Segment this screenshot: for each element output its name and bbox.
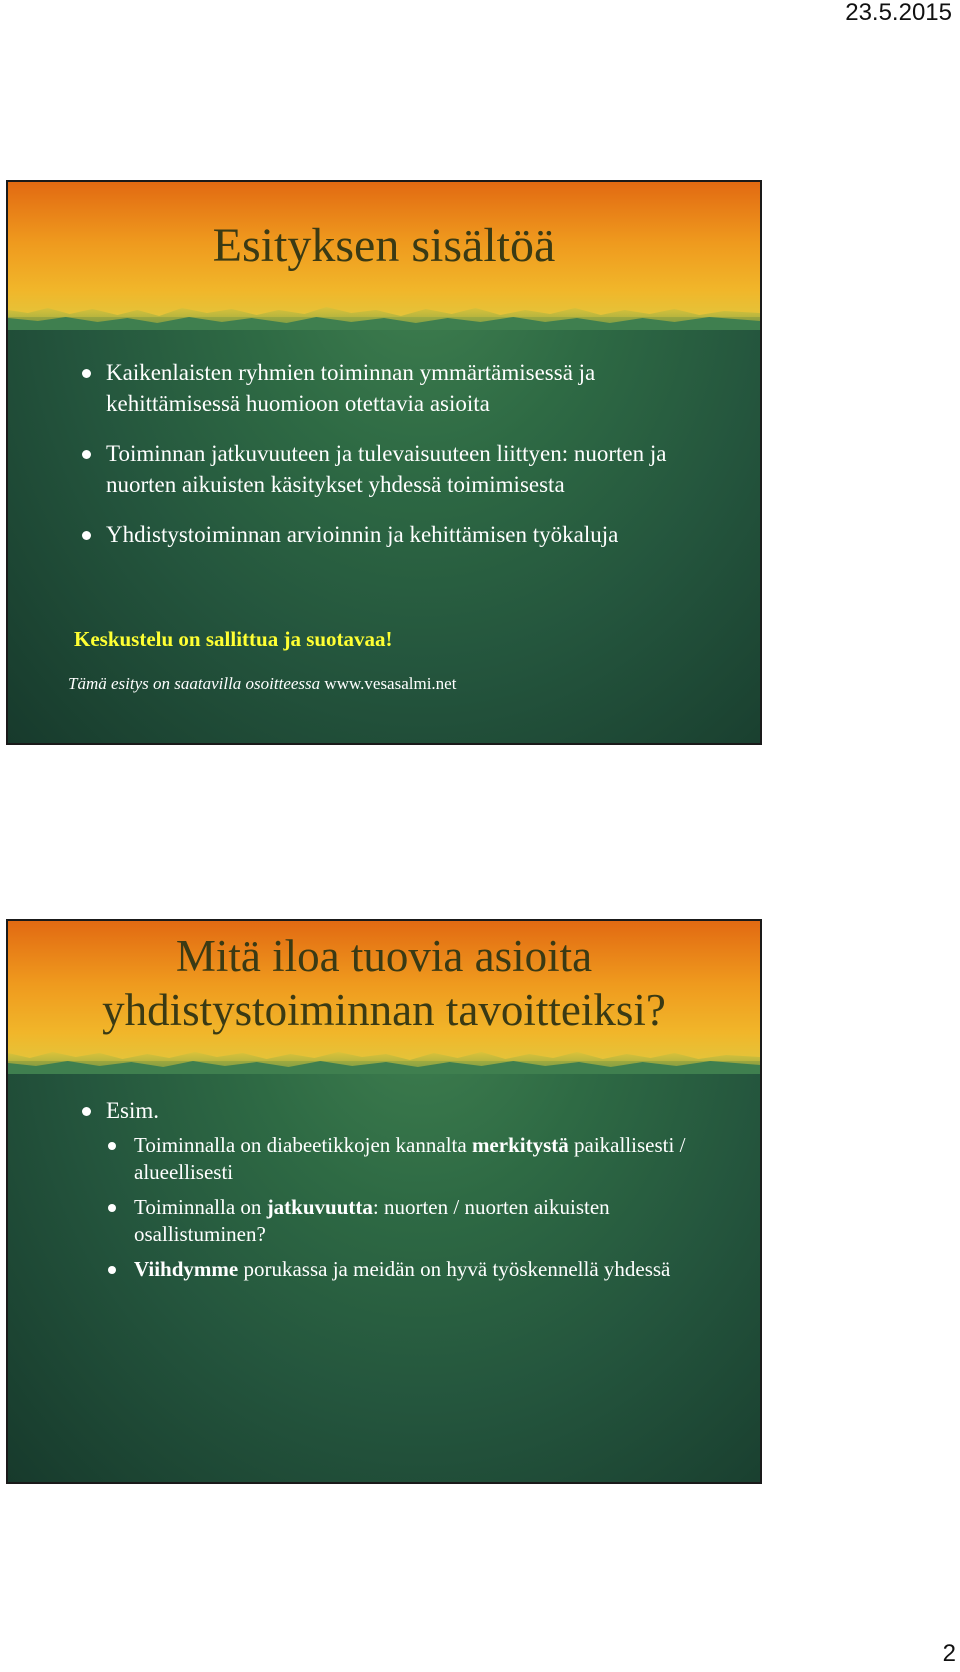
list-item <box>82 1095 722 1283</box>
slide-2 <box>6 919 762 1484</box>
sub-bullet-list <box>106 1132 722 1283</box>
slide-title: Esityksen sisältöä <box>212 219 556 272</box>
list-item: Yhdistystoiminnan arvioinnin ja kehittämisen työkaluja <box>82 519 722 550</box>
sub-item-text: Toiminnalla on diabeetikkojen kannalta <box>134 1133 467 1157</box>
sub-item-bold: jatkuvuutta <box>266 1195 373 1219</box>
bullet-list <box>82 357 722 550</box>
slide-content <box>82 357 722 569</box>
sub-item-text: Toiminnalla on <box>134 1195 262 1219</box>
title-line-2: yhdistystoiminnan tavoitteiksi? <box>102 985 666 1035</box>
torn-edge-decoration <box>8 1044 760 1074</box>
note-prefix: Tämä esitys on saatavilla osoitteessa <box>68 674 321 693</box>
title-line-1: Mitä iloa tuovia asioita <box>175 931 593 981</box>
highlight-text: Keskustelu on sallittua ja suotavaa! <box>74 627 393 651</box>
slide-content <box>82 1095 722 1291</box>
slide-title <box>8 929 760 1037</box>
sub-item-bold: merkitystä <box>471 1133 569 1157</box>
esim-label: Esim. <box>106 1098 160 1123</box>
sub-item-text: paikallisesti / alueellisesti <box>134 1133 686 1184</box>
slide-1 <box>6 180 762 745</box>
sub-item-text: porukassa ja meidän on hyvä työskennellä yhdessä <box>243 1257 671 1281</box>
website-link[interactable]: www.vesasalmi.net <box>324 674 457 693</box>
sub-list-item <box>106 1256 722 1283</box>
page-date: 23.5.2015 <box>845 0 952 26</box>
sub-item-bold: Viihdymme <box>134 1257 239 1281</box>
availability-note <box>68 674 456 694</box>
torn-edge-decoration <box>8 300 760 330</box>
list-item: Toiminnan jatkuvuuteen ja tulevaisuuteen liittyen: nuorten ja nuorten aikuisten käsitykset yhdessä toimimisesta <box>82 438 722 500</box>
sub-list-item <box>106 1132 722 1186</box>
sub-item-text: : nuorten / nuorten aikuisten osallistuminen? <box>134 1195 610 1246</box>
bullet-list <box>82 1095 722 1283</box>
sub-list-item <box>106 1194 722 1248</box>
list-item: Kaikenlaisten ryhmien toiminnan ymmärtämisessä ja kehittämisessä huomioon otettavia asioita <box>82 357 722 419</box>
page-number: 2 <box>942 1640 956 1667</box>
